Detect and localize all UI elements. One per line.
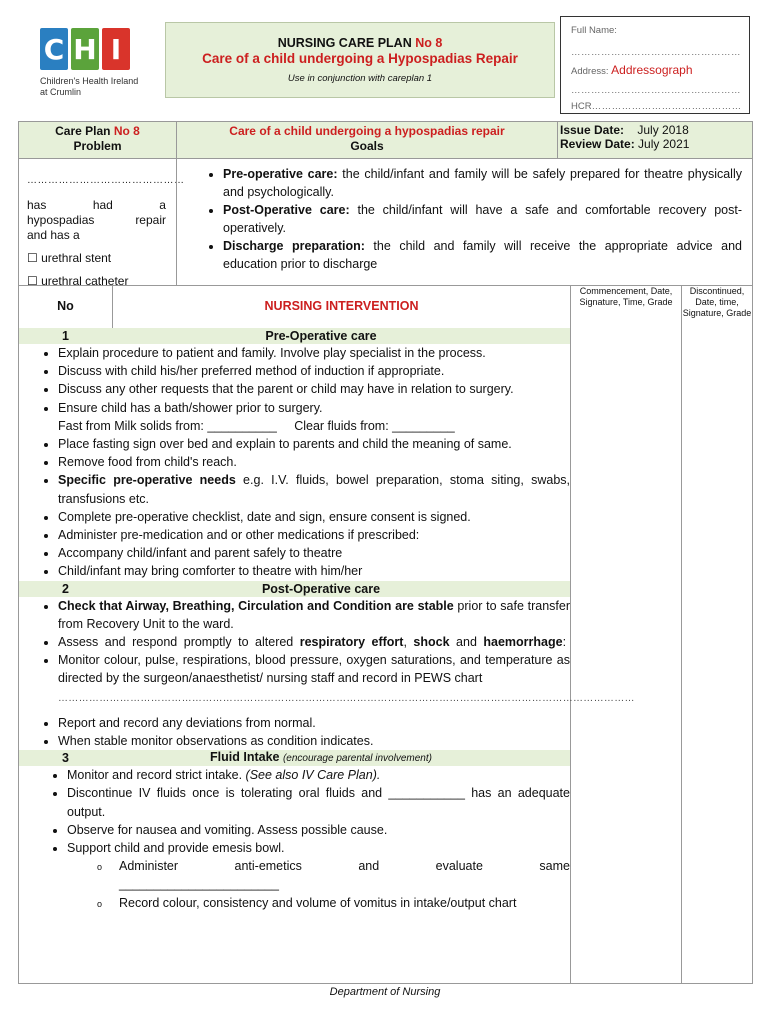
list-item: • Monitor and record strict intake. (See also IV Care Plan). — [67, 766, 570, 784]
urethral-stent-checkbox[interactable]: ☐ urethral stent — [27, 251, 112, 265]
list-item: • Accompany child/infant and parent safely to theatre — [58, 544, 570, 562]
problem-name-field[interactable]: ……………………………………… — [27, 175, 185, 186]
sub-item-anti-emetics: o Administer anti-emetics and evaluate same _______________________ — [19, 857, 570, 893]
fasting-times-field[interactable]: Fast from Milk solids from: __________ Clear fluids from: _________ — [58, 418, 455, 433]
list-item: • Specific pre-operative needs e.g. I.V. fluids, bowel preparation, stoma siting, swabs, transfusions etc. — [58, 471, 570, 507]
sub-item-vomitus: o Record colour, consistency and volume of vomitus in intake/output chart — [19, 894, 570, 912]
list-item: • Discuss with child his/her preferred method of induction if appropriate. — [58, 362, 570, 380]
list-item: • Discuss any other requests that the parent or child may have in relation to surgery. — [58, 380, 570, 398]
addressograph: Addressograph — [611, 63, 693, 77]
list-item: • Discontinue IV fluids once is tolerating oral fluids and ___________ has an adequate output. — [67, 784, 570, 820]
list-item: • Remove food from child's reach. — [58, 453, 570, 471]
problem-cell: ……………………………………… has had a hypospadias repair and has a ☐ urethral stent ☐ urethral catheter — [19, 158, 176, 285]
section-2-header: 2 Post-Operative care — [19, 581, 570, 597]
list-item: • Assess and respond promptly to altered respiratory effort, shock and haemorrhage: — [58, 633, 570, 651]
no-column-header: No — [19, 285, 112, 328]
list-item: • Explain procedure to patient and family. Involve play specialist in the process. — [58, 344, 570, 362]
list-item: • Place fasting sign over bed and explain to parents and child the meaning of same. — [58, 435, 570, 453]
logo-letters — [40, 28, 140, 70]
dates-header — [557, 122, 752, 158]
intervention-content — [19, 328, 635, 912]
goal-item: • Post-Operative care: the child/infant will have a safe and comfortable recovery post-operatively. — [223, 201, 742, 237]
logo-line-1: Children's Health Ireland — [40, 76, 139, 86]
goals-header: Care of a child undergoing a hypospadias repair Goals — [176, 122, 557, 158]
goals-cell — [176, 158, 752, 285]
care-plan-number: NURSING CARE PLAN No 8 — [277, 36, 443, 50]
list-item: • Complete pre-operative checklist, date and sign, ensure consent is signed. — [58, 508, 570, 526]
column-divider — [570, 328, 571, 983]
hcr-field[interactable]: HCR……………………………………… — [571, 101, 742, 112]
urethral-catheter-checkbox[interactable]: ☐ urethral catheter — [27, 274, 129, 288]
fluid-intake-list — [19, 766, 570, 857]
logo-text — [40, 76, 140, 98]
care-plan-subtitle: Care of a child undergoing a Hypospadias Repair — [202, 51, 518, 66]
list-item: • Report and record any deviations from normal. — [58, 714, 570, 732]
list-item: • Observe for nausea and vomiting. Assess possible cause. — [67, 821, 570, 839]
list-item: • Administer pre-medication and or other medications if prescribed: — [58, 526, 570, 544]
logo-letter-i: I — [102, 28, 130, 70]
care-plan-table — [18, 121, 753, 984]
intervention-column-header: NURSING INTERVENTION — [112, 285, 570, 328]
section-3-header: 3 Fluid Intake (encourage parental involvement) — [19, 750, 570, 766]
issue-date: Issue Date: July 2018 — [560, 123, 689, 137]
patient-details-box — [560, 16, 750, 114]
care-plan-title-box — [165, 22, 555, 98]
list-item: • Monitor colour, pulse, respirations, blood pressure, oxygen saturations, and temperature as directed by the surgeon/anaesthetist/ nursing staff and record in PEWS chart — [58, 651, 570, 687]
logo-letter-h: H — [71, 28, 99, 70]
column-divider — [681, 328, 682, 983]
full-name-label: Full Name: — [571, 25, 617, 36]
address-dots[interactable]: …………………………………………… — [571, 85, 741, 96]
pre-op-list — [19, 344, 570, 417]
list-item: • When stable monitor observations as condition indicates. — [58, 732, 570, 750]
footer-department: Department of Nursing — [329, 986, 441, 998]
address-field: Address: Addressograph — [571, 63, 693, 77]
anti-emetics-field[interactable]: _______________________ — [119, 877, 279, 892]
goals-list — [205, 165, 742, 273]
goal-item: • Discharge preparation: the child and family will receive the appropriate advice and education prior to discharge — [223, 237, 742, 273]
section-1-header: 1 Pre-Operative care — [19, 328, 570, 344]
full-name-field[interactable]: …………………………………………… — [571, 47, 741, 58]
list-item: • Child/infant may bring comforter to theatre with him/her — [58, 562, 570, 580]
logo-line-2: at Crumlin — [40, 87, 82, 97]
commencement-column-header: Commencement, Date, Signature, Time, Grade — [570, 285, 681, 328]
problem-header: Care Plan No 8 Problem — [19, 122, 176, 158]
list-item: • Support child and provide emesis bowl. — [67, 839, 570, 857]
logo-letter-c: C — [40, 28, 68, 70]
post-op-list — [19, 597, 570, 688]
goal-item: • Pre-operative care: the child/infant and family will be safely prepared for theatre physically and psychologically. — [223, 165, 742, 201]
list-item: • Ensure child has a bath/shower prior to surgery. — [58, 399, 570, 417]
notes-field[interactable]: …………………………………………………………………………………………………………………………………………………… — [58, 692, 635, 704]
list-item: • Check that Airway, Breathing, Circulation and Condition are stable prior to safe transfer from Recovery Unit to the ward. — [58, 597, 570, 633]
chi-logo — [40, 28, 140, 108]
care-plan-note: Use in conjunction with careplan 1 — [287, 73, 433, 84]
discontinued-column-header: Discontinued, Date, time, Signature, Grade — [681, 285, 752, 328]
review-date: Review Date: July 2021 — [560, 137, 690, 151]
